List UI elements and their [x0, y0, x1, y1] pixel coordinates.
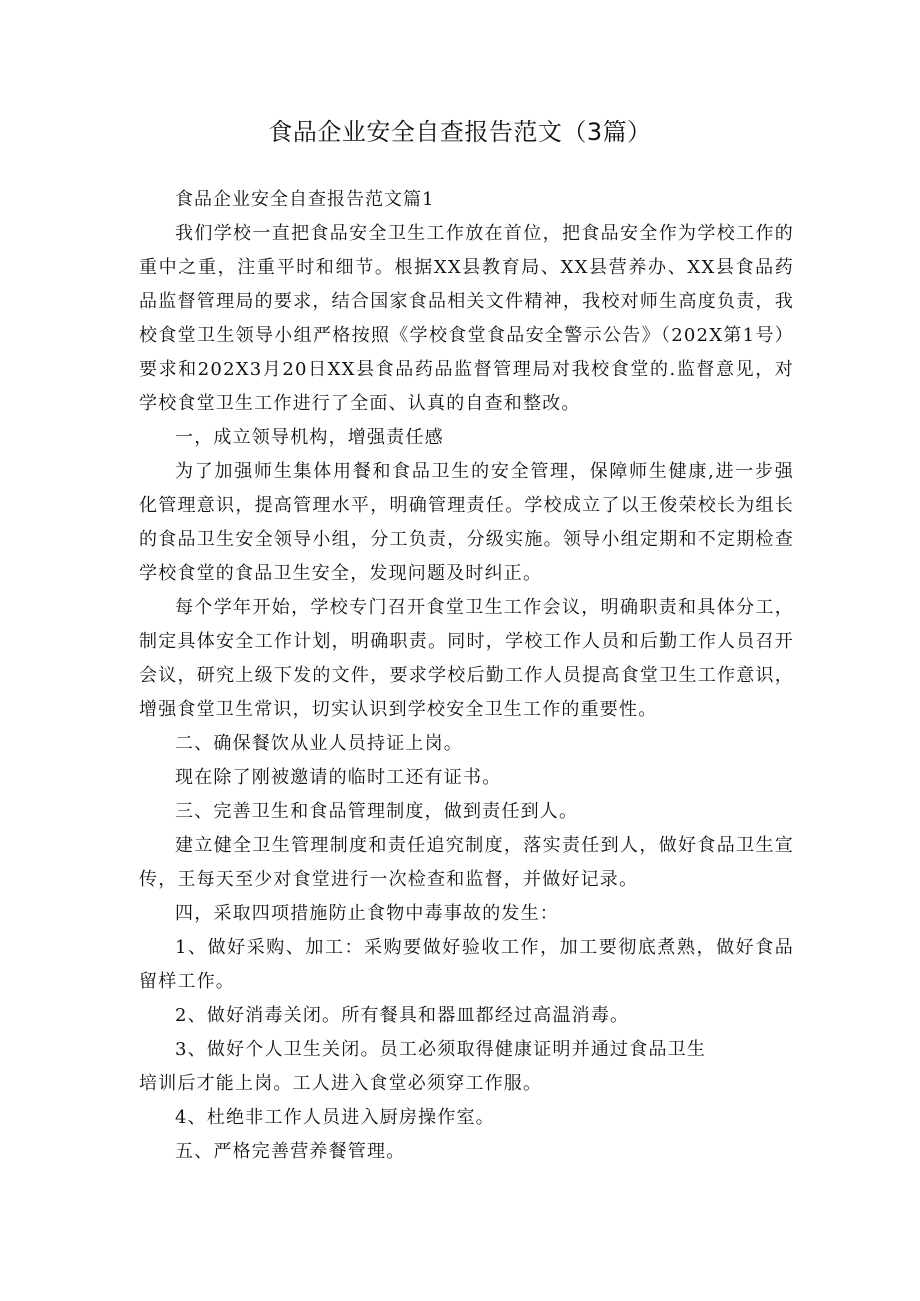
list-item: 1、做好采购、加工：采购要做好验收工作，加工要彻底煮熟，做好食品留样工作。	[139, 937, 794, 992]
section-heading: 四，采取四项措施防止食物中毒事故的发生：	[175, 903, 559, 924]
paragraph: 为了加强师生集体用餐和食品卫生的安全管理，保障师生健康,进一步强化管理意识，提高管理水平，明确管理责任。学校成立了以王俊荣校长为组长的食品卫生安全领导小组，分工负责，分级实施。领导小组定期和不定期检查学校食堂的食品卫生安全，发现问题及时纠正。	[139, 461, 794, 584]
document-title: 食品企业安全自查报告范文（3篇）	[268, 118, 652, 146]
document-body	[139, 183, 794, 1169]
paragraph: 我们学校一直把食品安全卫生工作放在首位，把食品安全作为学校工作的重中之重，注重平时和细节。根据XX县教育局、XX县营养办、XX县食品药品监督管理局的要求，结合国家食品相关文件精神，我校对师生高度负责，我校食堂卫生领导小组严格按照《学校食堂食品安全警示公告》（202X第1号）要求和202X3月20日XX县食品药品监督管理局对我校食堂的.监督意见，对学校食堂卫生工作进行了全面、认真的自查和整改。	[139, 223, 794, 414]
paragraph: 建立健全卫生管理制度和责任追究制度，落实责任到人，做好食品卫生宣传，王每天至少对食堂进行一次检查和监督，并做好记录。	[139, 835, 794, 890]
section-heading: 三、完善卫生和食品管理制度，做到责任到人。	[175, 801, 579, 822]
section-heading: 五、严格完善营养餐管理。	[175, 1141, 406, 1162]
list-item: 4、杜绝非工作人员进入厨房操作室。	[175, 1107, 495, 1128]
paragraph: 每个学年开始，学校专门召开食堂卫生工作会议，明确职责和具体分工，制定具体安全工作计划，明确职责。同时，学校工作人员和后勤工作人员召开会议，研究上级下发的文件，要求学校后勤工作人员提高食堂卫生工作意识，增强食堂卫生常识，切实认识到学校安全卫生工作的重要性。	[139, 597, 794, 720]
section-heading: 二、确保餐饮从业人员持证上岗。	[175, 733, 463, 754]
list-item: 2、做好消毒关闭。所有餐具和器皿都经过高温消毒。	[175, 1005, 630, 1026]
list-item: 3、做好个人卫生关闭。员工必须取得健康证明并通过食品卫生	[175, 1039, 707, 1060]
section-heading: 一，成立领导机构，增强责任感	[175, 427, 444, 448]
list-item-continuation: 培训后才能上岗。工人进入食堂必须穿工作服。	[139, 1073, 543, 1094]
section-heading: 食品企业安全自查报告范文篇1	[175, 189, 435, 210]
paragraph: 现在除了刚被邀请的临时工还有证书。	[175, 767, 502, 788]
